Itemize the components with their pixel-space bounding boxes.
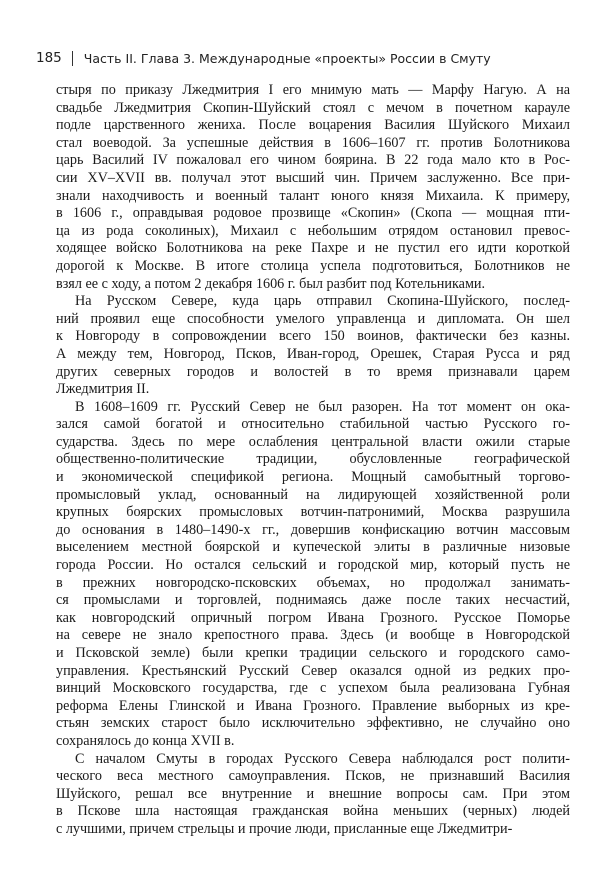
text-line: ца из рода соколиных), Михаил с небольшим отрядом остановил превос- [56,222,570,239]
text-line: Шуйского, решал все внутренние и внешние вопросы сам. При этом [56,785,570,802]
text-line: взял ее с ходу, а потом 2 декабря 1606 г. был разбит под Котельниками. [56,275,486,292]
text-line: стьян земских старост было исключительно эффективно, не случайно оно [56,715,570,732]
paragraph [56,399,570,751]
text-line: реформа Елены Глинской и Ивана Грозного. Правление выборных из кре- [56,697,570,714]
running-title: Часть II. Глава 3. Международные «проекты» России в Смуту [83,50,491,66]
text-line: дорогой к Москве. В итоге столица успела подготовиться, Болотников не [56,257,570,274]
text-line: Лжедмитрия II. [56,381,150,398]
text-line: как новгородский опричный погром Ивана Грозного. Русское Поморье [56,609,570,626]
text-line: и Псковской земле) были крепки традиции сельского и городского само- [56,645,570,661]
text-line: в 1606 г., оправдывая родовое прозвище «Скопин» (Скопа — мощная пти- [56,205,570,222]
text-line: и экономической спецификой региона. Мощный самобытный торгово- [56,469,570,486]
text-line: зался самой богатой и относительно стабильной частью Русского го- [56,416,570,433]
text-line: управления. Крестьянский Русский Север оказался одной из редких про- [56,662,570,679]
text-line: царь Василий IV пожаловал его чином боярина. В 22 года мало кто в Рос- [56,152,570,169]
text-line: ний проявил еще способности умелого управленца и дипломата. Он шел [56,310,570,327]
text-line: ся промыслами и торговлей, поднимаясь даже после таких несчастий, [56,592,570,609]
text-line: сохранялось до конца XVII в. [56,732,235,749]
text-line: знали находчивость и военный талант юного князя Михаила. К примеру, [56,187,570,204]
body-text [56,82,570,839]
text-line: общественно-политические традиции, обусловленные географической [56,451,570,468]
text-line: города России. Но остался сельский и городской мир, который пусть не [56,557,570,574]
text-line: стал воеводой. За успешные действия в 1606–1607 гг. против Болотникова [56,134,570,151]
text-line: свадьбе Лжедмитрия Скопин-Шуйский стоял с мечом в почетном карауле [56,99,570,116]
paragraph [56,82,570,293]
text-line: других северных городов и волостей в то время признавали царем [56,363,570,380]
text-line: На Русском Севере, куда царь отправил Скопина-Шуйского, послед- [75,293,570,310]
text-line: стыря по приказу Лжедмитрия I его мнимую мать — Марфу Нагую. А на [56,82,570,98]
paragraph [56,751,570,839]
text-line: в Пскове шла настоящая гражданская война меньших (черных) людей [56,803,570,820]
text-line: ходящее войско Болотникова на реке Пахре и не пустил его идти короткой [56,240,570,257]
text-line: промысловый уклад, основанный на лидирующей хозяйственной роли [56,486,570,503]
text-line: крупных боярских промысловых вотчин-патронимий, Москва разрушила [56,504,570,521]
text-line: винций Московского государства, где с успехом была реализована Губная [56,680,570,697]
text-line: выселением местной боярской и купеческой элиты в различные низовые [56,539,570,556]
text-line: к Новгороду в сопровождении всего 150 воинов, фактически без казны. [56,328,570,345]
text-line: в прежних новгородско-псковских объемах, но продолжал занимать- [56,574,570,591]
text-line: ческого веса местного самоуправления. Псков, не признавший Василия [56,768,570,785]
text-line: подле царственного жениха. После воцарения Василия Шуйского Михаил [56,117,570,134]
paragraph [56,293,570,399]
text-line: сии XV–XVII вв. получал этот высший чин. Причем заслуженно. Все при- [56,169,570,186]
text-line: А между тем, Новгород, Псков, Иван-город, Орешек, Старая Русса и ряд [56,345,570,362]
text-line: С началом Смуты в городах Русского Севера наблюдался рост полити- [75,750,570,767]
running-header [36,50,556,66]
header-divider [72,51,73,66]
text-line: на севере не знало крепостного права. Здесь (и вообще в Новгородской [56,627,570,644]
text-line: с лучшими, причем стрельцы и прочие люди, присланные еще Лжедмитри- [56,820,513,837]
text-line: В 1608–1609 гг. Русский Север не был разорен. На тот момент он ока- [75,398,570,415]
page-number: 185 [36,50,62,66]
text-line: до основания в 1480–1490-х гг., довершив конфискацию вотчин массовым [56,521,570,538]
text-line: сударства. Здесь по мере ослабления центральной власти ожили старые [56,433,570,450]
